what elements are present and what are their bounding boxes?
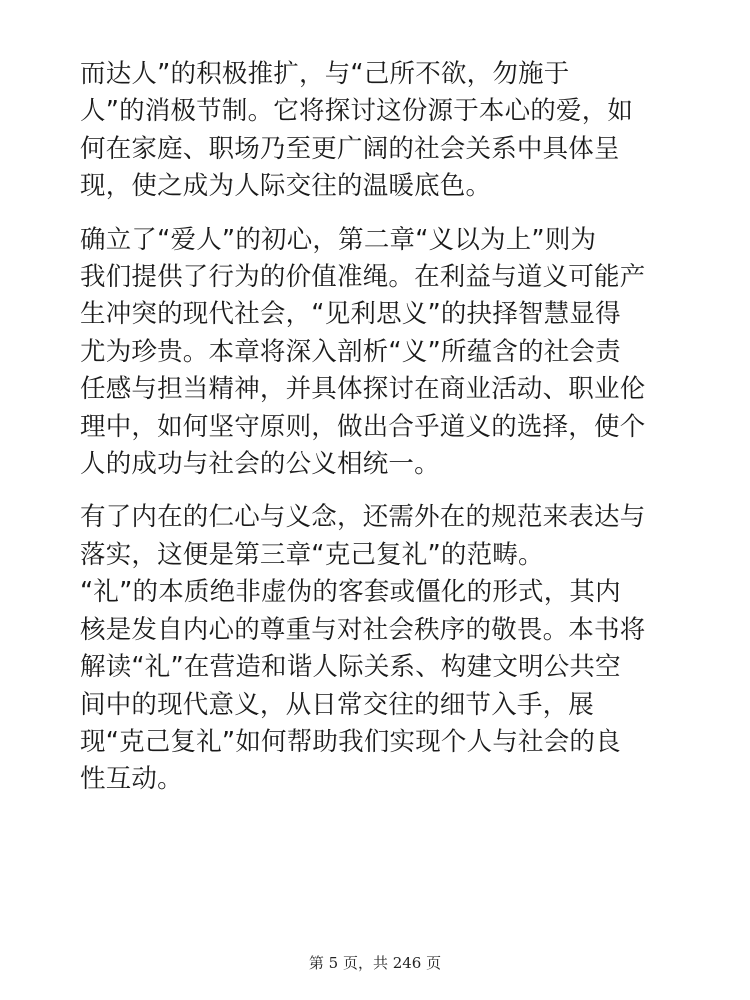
text-line: 理中，如何坚守原则，做出合乎道义的选择，使个	[80, 411, 646, 442]
text-line: “礼”的本质绝非虚伪的客套或僵化的形式，其内	[80, 577, 621, 608]
text-line: 性互动。	[80, 764, 183, 795]
page-body	[80, 56, 680, 815]
text-line: 生冲突的现代社会，“见利思义”的抉择智慧显得	[80, 299, 621, 330]
text-line: 我们提供了行为的价值准绳。在利益与道义可能产	[80, 262, 646, 293]
paragraph-1	[80, 56, 680, 206]
text-line: 有了内在的仁心与义念，还需外在的规范来表达与	[80, 502, 646, 533]
text-line: 现，使之成为人际交往的温暖底色。	[80, 171, 492, 202]
text-line: 确立了“爱人”的初心，第二章“义以为上”则为	[80, 224, 597, 255]
text-line: 任感与担当精神，并具体探讨在商业活动、职业伦	[80, 374, 646, 405]
paragraph-2	[80, 222, 680, 484]
text-line: 间中的现代意义，从日常交往的细节入手，展	[80, 689, 595, 720]
text-line: 核是发自内心的尊重与对社会秩序的敬畏。本书将	[80, 614, 646, 645]
text-line: 人的成功与社会的公义相统一。	[80, 449, 440, 480]
text-line: 何在家庭、职场乃至更广阔的社会关系中具体呈	[80, 133, 620, 164]
text-line: 落实，这便是第三章“克己复礼”的范畴。	[80, 539, 544, 570]
text-line: 而达人”的积极推扩，与“己所不欲，勿施于	[80, 59, 570, 89]
page-number-footer: 第 5 页，共 246 页	[308, 954, 442, 972]
text-line: 人”的消极节制。它将探讨这份源于本心的爱，如	[80, 96, 634, 127]
text-line: 尤为珍贵。本章将深入剖析“义”所蕴含的社会责	[80, 336, 621, 367]
text-line: 解读“礼”在营造和谐人际关系、构建文明公共空	[80, 652, 621, 683]
paragraph-3	[80, 499, 680, 798]
text-line: 现“克己复礼”如何帮助我们实现个人与社会的良	[80, 726, 621, 757]
